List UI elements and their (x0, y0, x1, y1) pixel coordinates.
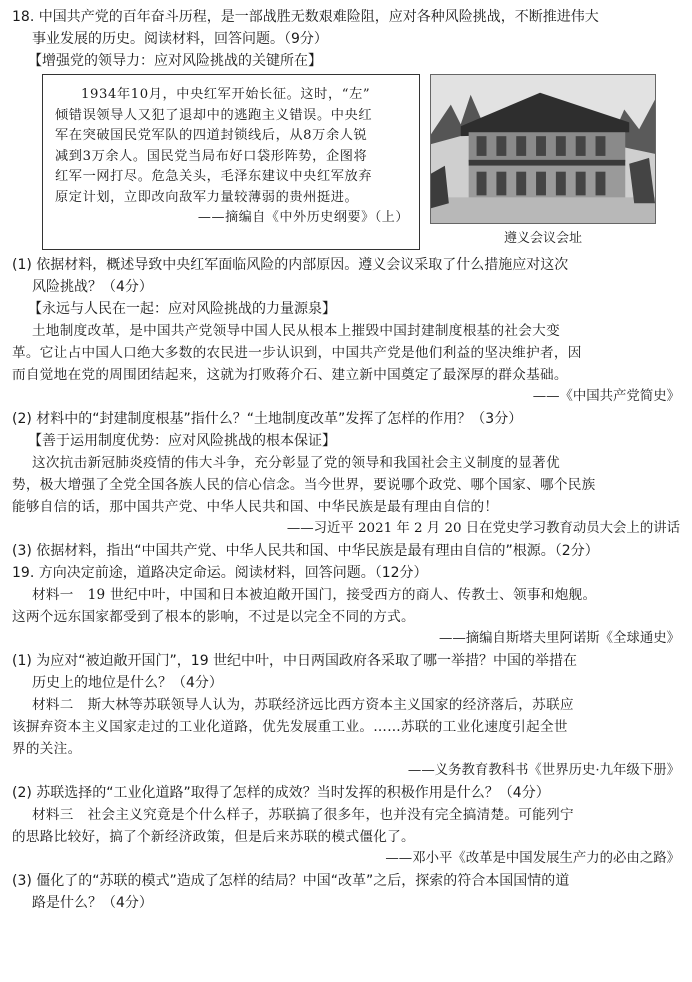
q19-mat2-line: 界的关注。 (12, 741, 82, 757)
q18-mat3-line: 势，极大增强了全党全国各族人民的信心信念。当今世界，要说哪个政党、哪个国家、哪个民族 (12, 477, 596, 493)
q19-mat1-source: ——摘编自斯塔夫里阿诺斯《全球通史》 (438, 631, 680, 646)
q18-mat2-line: 而自觉地在党的周围团结起来，这就为打败蒋介石、建立新中国奠定了最深厚的群众基础。 (12, 367, 568, 383)
q19-sub1-line2: 历史上的地位是什么？（4分） (32, 675, 223, 691)
material-box (42, 74, 420, 250)
box-line: 1934年10月，中央红军开始长征。这时，“左” (81, 87, 371, 102)
q18-sub3: (3) 依据材料，指出“中国共产党、中华人民共和国、中华民族是最有理由自信的”根源。（2分） (12, 543, 599, 559)
q18-stem-line2: 事业发展的历史。阅读材料，回答问题。（9分） (32, 31, 328, 47)
q18-mat3-line: 这次抗击新冠肺炎疫情的伟大斗争，充分彰显了党的领导和我国社会主义制度的显著优 (32, 455, 560, 471)
q18-section1-title: 【增强党的领导力：应对风险挑战的关键所在】 (28, 53, 322, 69)
q18-mat2-source: ——《中国共产党简史》 (532, 389, 680, 404)
q18-mat3-source: ——习近平 2021 年 2 月 20 日在党史学习教育动员大会上的讲话 (286, 521, 680, 536)
q19-mat3-line: 材料三 社会主义究竟是个什么样子，苏联搞了很多年，也并没有完全搞清楚。可能列宁 (32, 807, 574, 823)
q18-section2-title: 【永远与人民在一起：应对风险挑战的力量源泉】 (28, 301, 336, 317)
q19-mat1-line: 这两个远东国家都受到了根本的影响，不过是以完全不同的方式。 (12, 609, 415, 625)
q18-sub1-line2: 风险挑战？（4分） (32, 279, 153, 295)
box-line: 倾错误领导人又犯了退却中的逃跑主义错误。中央红 (55, 107, 373, 123)
q19-sub3-line1: (3) 僵化了的“苏联的模式”造成了怎样的结局？中国“改革”之后，探索的符合本国国情的道 (12, 873, 570, 889)
q19-mat3-source: ——邓小平《改革是中国发展生产力的必由之路》 (385, 851, 680, 866)
zunyi-building-photo (430, 74, 656, 224)
q18-sub2: (2) 材料中的“封建制度根基”指什么？“土地制度改革”发挥了怎样的作用？（3分） (12, 411, 523, 427)
q19-mat1-line: 材料一 19 世纪中叶，中国和日本被迫敞开国门，接受西方的商人、传教士、领事和炮舰。 (32, 587, 597, 603)
q19-sub2: (2) 苏联选择的“工业化道路”取得了怎样的成效？当时发挥的积极作用是什么？（4分） (12, 785, 550, 801)
q18-mat3-line: 能够自信的话，那中国共产党、中华人民共和国、中华民族是最有理由自信的！ (12, 499, 499, 515)
photo-caption: 遵义会议会址 (503, 231, 582, 246)
box-source: ——摘编自《中外历史纲要》（上） (197, 210, 409, 225)
box-line: 军在突破国民党军队的四道封锁线后，从8万余人锐 (55, 128, 368, 143)
q19-mat3-line: 的思路比较好，搞了个新经济政策，但是后来苏联的模式僵化了。 (12, 829, 415, 845)
q18-mat2-line: 革。它让占中国人口绝大多数的农民进一步认识到，中国共产党是他们利益的坚决维护者，因 (12, 345, 582, 361)
material-block (42, 74, 680, 250)
q18-mat2-line: 土地制度改革，是中国共产党领导中国人民从根本上摧毁中国封建制度根基的社会大变 (32, 323, 560, 339)
q19-sub3-line2: 路是什么？（4分） (32, 895, 153, 911)
q19-title: 19. 方向决定前途，道路决定命运。阅读材料，回答问题。（12分） (12, 565, 428, 581)
q18-sub1-line1: (1) 依据材料，概述导致中央红军面临风险的内部原因。遵义会议采取了什么措施应对这次 (12, 257, 569, 273)
q19-sub1-line1: (1) 为应对“被迫敞开国门”，19 世纪中叶，中日两国政府各采取了哪一举措？中国的举措在 (12, 653, 578, 669)
q19-mat2-line: 材料二 斯大林等苏联领导人认为，苏联经济远比西方资本主义国家的经济落后，苏联应 (32, 697, 574, 713)
box-line: 原定计划，立即改向敌军力量较薄弱的贵州挺进。 (55, 189, 359, 205)
photo-column (430, 74, 656, 250)
q18-stem-line1: 18. 中国共产党的百年奋斗历程，是一部战胜无数艰难险阻，应对各种风险挑战，不断推进伟大 (12, 9, 599, 25)
q19-mat2-source: ——义务教育教科书《世界历史·九年级下册》 (407, 763, 680, 778)
box-line: 红军一网打尽。危急关头，毛泽东建议中央红军放弃 (55, 169, 373, 184)
box-line: 减到3万余人。国民党当局布好口袋形阵势，企图将 (55, 148, 368, 164)
q18-section3-title: 【善于运用制度优势：应对风险挑战的根本保证】 (28, 433, 336, 449)
q19-mat2-line: 该摒弃资本主义国家走过的工业化道路，优先发展重工业。……苏联的工业化速度引起全世 (12, 719, 568, 735)
